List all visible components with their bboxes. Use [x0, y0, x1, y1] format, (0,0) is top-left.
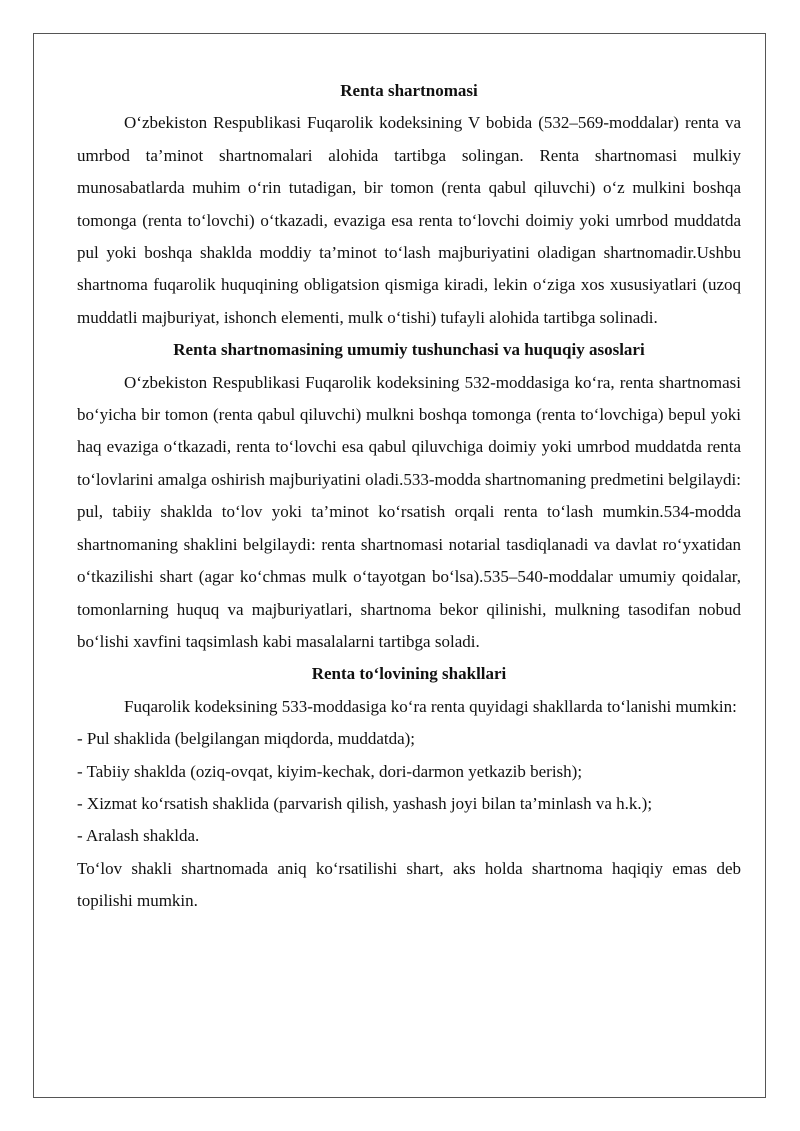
payment-forms-list [77, 723, 741, 853]
document-title: Renta shartnomasi [340, 81, 478, 100]
payment-forms-intro: Fuqarolik kodeksining 533-moddasiga ko‘ra renta quyidagi shakllarda to‘lanishi mumkin: [124, 696, 737, 716]
list-item: - Xizmat ko‘rsatish shaklida (parvarish qilish, yashash joyi bilan ta’minlash va h.k.); [77, 793, 653, 813]
list-item: - Pul shaklida (belgilangan miqdorda, muddatda); [77, 729, 416, 749]
section-heading-payment-forms: Renta to‘lovining shakllari [311, 664, 507, 684]
document-body [77, 75, 741, 918]
list-item: - Aralash shaklda. [77, 826, 200, 846]
payment-forms-conclusion: To‘lov shakli shartnomada aniq ko‘rsatilishi shart, aks holda shartnoma haqiqiy emas deb topilishi mumkin. [77, 858, 741, 911]
intro-paragraph: O‘zbekiston Respublikasi Fuqarolik kodeksining V bobida (532–569-moddalar) renta va umrbod ta’minot shartnomalari alohida tartibga solingan. Renta shartnomasi mulkiy munosabatlarda muhim o‘rin tutadigan, bir tomon (renta qabul qiluvchi) o‘z mulkini boshqa tomonga (renta to‘lovchi) o‘tkazadi, evaziga esa renta to‘lovchi doimiy yoki umrbod muddatda pul yoki boshqa shaklda moddiy ta’minot to‘lash majburiyatini oladigan shartnomadir.Ushbu shartnoma fuqarolik huquqining obligatsion qismiga kiradi, lekin o‘ziga xos xususiyatlari (uzoq muddatli majburiyat, ishonch elementi, mulk o‘tishi) tufayli alohida tartibga solinadi. [77, 113, 741, 327]
section-heading-general-concept: Renta shartnomasining umumiy tushunchasi va huquqiy asoslari [173, 340, 645, 360]
general-concept-paragraph: O‘zbekiston Respublikasi Fuqarolik kodeksining 532-moddasiga ko‘ra, renta shartnomasi bo‘yicha bir tomon (renta qabul qiluvchi) mulkni boshqa tomonga (renta to‘lovchiga) bepul yoki haq evaziga o‘tkazadi, renta to‘lovchi esa qabul qiluvchiga doimiy yoki umrbod muddatda renta to‘lovlarini amalga oshirish majburiyatini oladi.533-modda shartnomaning predmetini belgilaydi: pul, tabiiy shaklda to‘lov yoki ta’minot ko‘rsatish orqali renta to‘lash mumkin.534-modda shartnomaning shaklini belgilaydi: renta shartnomasi notarial tasdiqlanadi va davlat ro‘yxatidan o‘tkazilishi shart (agar ko‘chmas mulk o‘tayotgan bo‘lsa).535–540-moddalar umumiy qoidalar, tomonlarning huquq va majburiyatlari, shartnoma bekor qilinishi, mulkning tasodifan nobud bo‘lishi xavfini taqsimlash kabi masalalarni tartibga soladi. [77, 372, 741, 651]
list-item: - Tabiiy shaklda (oziq-ovqat, kiyim-kechak, dori-darmon yetkazib berish); [77, 761, 583, 781]
